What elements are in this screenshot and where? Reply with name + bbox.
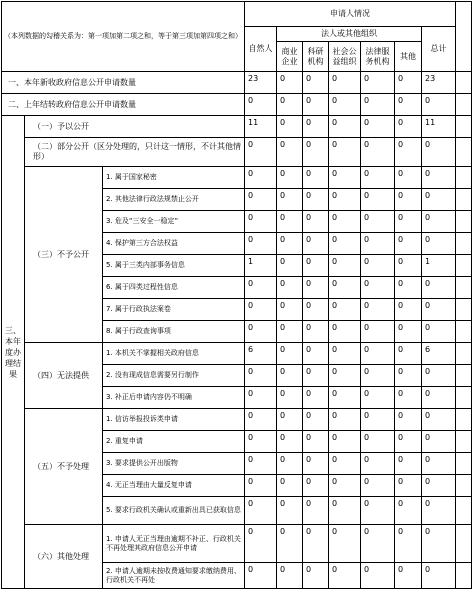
cell-total: 0	[422, 94, 456, 116]
row-label: 1. 申请人无正当理由逾期不补正、行政机关不再处理其政府信息公开申请	[103, 525, 245, 563]
applicant-header: 申请人情况	[245, 2, 456, 27]
cell-social: 0	[329, 189, 361, 211]
cell-law: 0	[361, 343, 395, 365]
row-label: 5. 要求行政机关确认或重新出具已获取信息	[103, 497, 245, 525]
cell-social: 0	[329, 343, 361, 365]
cell-commercial: 0	[277, 233, 303, 255]
row-label: 2. 申请人逾期未按收费通知要求缴纳费用、行政机关不再处	[103, 563, 245, 589]
cell-natural: 0	[245, 497, 277, 525]
cell-research: 0	[303, 453, 329, 475]
cell-law: 0	[361, 525, 395, 563]
cell-law: 0	[361, 497, 395, 525]
cell-social: 0	[329, 72, 361, 94]
row-label: 4. 无正当理由大量反复申请	[103, 475, 245, 497]
cell-total: 0	[422, 277, 456, 299]
cell-total: 0	[422, 299, 456, 321]
cell-social: 0	[329, 233, 361, 255]
cell-other: 0	[395, 211, 422, 233]
cell-total: 0	[422, 497, 456, 525]
cell-commercial: 0	[277, 387, 303, 409]
row-label: 4. 保护第三方合法权益	[103, 233, 245, 255]
cell-commercial: 0	[277, 72, 303, 94]
commercial-header: 商业企业	[277, 42, 303, 72]
cell-law: 0	[361, 387, 395, 409]
cell-natural: 11	[245, 116, 277, 138]
row-label: 二、上年结转政府信息公开申请数量	[2, 94, 245, 116]
cell-social: 0	[329, 321, 361, 343]
cell-natural: 1	[245, 255, 277, 277]
research-header: 科研机构	[303, 42, 329, 72]
cell-social: 0	[329, 409, 361, 431]
cell-law: 0	[361, 453, 395, 475]
cell-natural: 0	[245, 233, 277, 255]
cell-law: 0	[361, 138, 395, 167]
cell-other: 0	[395, 94, 422, 116]
cell-other: 0	[395, 233, 422, 255]
cell-social: 0	[329, 138, 361, 167]
cell-commercial: 0	[277, 497, 303, 525]
cell-other: 0	[395, 299, 422, 321]
cell-social: 0	[329, 277, 361, 299]
cell-natural: 0	[245, 453, 277, 475]
cell-research: 0	[303, 233, 329, 255]
cell-research: 0	[303, 255, 329, 277]
cell-law: 0	[361, 475, 395, 497]
table-row	[2, 94, 472, 116]
cell-law: 0	[361, 299, 395, 321]
cell-natural: 0	[245, 431, 277, 453]
cell-other: 0	[395, 321, 422, 343]
row-label: 5. 属于三类内部事务信息	[103, 255, 245, 277]
row-label: 1. 信访举报投诉类申请	[103, 409, 245, 431]
law-header: 法律服务机构	[361, 42, 395, 72]
cell-law: 0	[361, 321, 395, 343]
category-label: （五）不予处理	[25, 409, 103, 525]
cell-commercial: 0	[277, 321, 303, 343]
social-header: 社会公益组织	[329, 42, 361, 72]
cell-other: 0	[395, 525, 422, 563]
cell-natural: 6	[245, 343, 277, 365]
cell-social: 0	[329, 563, 361, 589]
cell-law: 0	[361, 94, 395, 116]
row-label: 2. 其他法律行政法规禁止公开	[103, 189, 245, 211]
cell-research: 0	[303, 277, 329, 299]
cell-other: 0	[395, 431, 422, 453]
cell-natural: 23	[245, 72, 277, 94]
cell-commercial: 0	[277, 211, 303, 233]
cell-research: 0	[303, 138, 329, 167]
cell-commercial: 0	[277, 255, 303, 277]
table-row	[2, 409, 472, 431]
cell-social: 0	[329, 453, 361, 475]
table-row	[2, 116, 472, 138]
cell-research: 0	[303, 563, 329, 589]
cell-social: 0	[329, 365, 361, 387]
row-label: 1. 本机关不掌握相关政府信息	[103, 343, 245, 365]
cell-other: 0	[395, 343, 422, 365]
category-label: （六）其他处理	[25, 525, 103, 589]
table-row	[2, 525, 472, 563]
cell-commercial: 0	[277, 475, 303, 497]
cell-natural: 0	[245, 525, 277, 563]
cell-total: 11	[422, 116, 456, 138]
cell-total: 0	[422, 189, 456, 211]
cell-natural: 0	[245, 211, 277, 233]
cell-research: 0	[303, 525, 329, 563]
cell-natural: 0	[245, 94, 277, 116]
cell-social: 0	[329, 116, 361, 138]
cell-commercial: 0	[277, 277, 303, 299]
cell-research: 0	[303, 116, 329, 138]
cell-law: 0	[361, 116, 395, 138]
cell-natural: 0	[245, 138, 277, 167]
cell-commercial: 0	[277, 94, 303, 116]
cell-natural: 0	[245, 189, 277, 211]
cell-natural: 0	[245, 321, 277, 343]
row-label: （一）予以公开	[25, 116, 245, 138]
cell-other: 0	[395, 475, 422, 497]
cell-law: 0	[361, 72, 395, 94]
cell-other: 0	[395, 409, 422, 431]
cell-total: 0	[422, 365, 456, 387]
cell-total: 0	[422, 475, 456, 497]
cell-commercial: 0	[277, 525, 303, 563]
row-label: 2. 没有现成信息需要另行制作	[103, 365, 245, 387]
cell-research: 0	[303, 497, 329, 525]
cell-total: 23	[422, 72, 456, 94]
cell-total: 0	[422, 431, 456, 453]
cell-natural: 0	[245, 387, 277, 409]
cell-other: 0	[395, 365, 422, 387]
cell-other: 0	[395, 72, 422, 94]
cell-commercial: 0	[277, 299, 303, 321]
cell-natural: 0	[245, 475, 277, 497]
cell-law: 0	[361, 255, 395, 277]
cell-total: 0	[422, 167, 456, 189]
cell-research: 0	[303, 343, 329, 365]
natural-person-header: 自然人	[245, 27, 277, 72]
row-label: 8. 属于行政查询事项	[103, 321, 245, 343]
cell-natural: 0	[245, 167, 277, 189]
row-label: 2. 重复申请	[103, 431, 245, 453]
cell-law: 0	[361, 211, 395, 233]
cell-other: 0	[395, 387, 422, 409]
cell-research: 0	[303, 189, 329, 211]
cell-research: 0	[303, 167, 329, 189]
cell-social: 0	[329, 387, 361, 409]
cell-social: 0	[329, 211, 361, 233]
cell-natural: 0	[245, 409, 277, 431]
cell-law: 0	[361, 189, 395, 211]
section-three-label: 三、本年度办理结果	[2, 116, 25, 589]
cell-total: 0	[422, 233, 456, 255]
cell-other: 0	[395, 189, 422, 211]
cell-law: 0	[361, 277, 395, 299]
cell-total: 0	[422, 525, 456, 563]
category-label: （三）不予公开	[25, 167, 103, 343]
cell-social: 0	[329, 475, 361, 497]
legal-entity-header: 法人或其他组织	[277, 27, 422, 42]
cell-research: 0	[303, 409, 329, 431]
cell-research: 0	[303, 431, 329, 453]
cell-commercial: 0	[277, 116, 303, 138]
cell-law: 0	[361, 365, 395, 387]
cell-research: 0	[303, 94, 329, 116]
row-label: 3. 危及“三安全一稳定”	[103, 211, 245, 233]
cell-research: 0	[303, 299, 329, 321]
table-row	[2, 343, 472, 365]
cell-other: 0	[395, 255, 422, 277]
cell-commercial: 0	[277, 138, 303, 167]
row-label: 7. 属于行政执法案卷	[103, 299, 245, 321]
table-row	[2, 138, 472, 167]
cell-other: 0	[395, 563, 422, 589]
cell-total: 0	[422, 138, 456, 167]
cell-social: 0	[329, 497, 361, 525]
cell-social: 0	[329, 431, 361, 453]
cell-social: 0	[329, 94, 361, 116]
cell-natural: 0	[245, 299, 277, 321]
cell-law: 0	[361, 167, 395, 189]
cell-total: 0	[422, 563, 456, 589]
cell-commercial: 0	[277, 453, 303, 475]
cell-research: 0	[303, 365, 329, 387]
row-label: 一、本年新收政府信息公开申请数量	[2, 72, 245, 94]
cell-commercial: 0	[277, 167, 303, 189]
cell-research: 0	[303, 475, 329, 497]
cell-total: 0	[422, 387, 456, 409]
cell-other: 0	[395, 453, 422, 475]
cell-other: 0	[395, 116, 422, 138]
row-label: 1. 属于国家秘密	[103, 167, 245, 189]
category-label: （四）无法提供	[25, 343, 103, 409]
cell-other: 0	[395, 167, 422, 189]
row-label: （二）部分公开（区分处理的，只计这一情形，不计其他情形）	[25, 138, 245, 167]
cell-law: 0	[361, 431, 395, 453]
cell-research: 0	[303, 387, 329, 409]
cell-research: 0	[303, 211, 329, 233]
cell-social: 0	[329, 299, 361, 321]
cell-research: 0	[303, 72, 329, 94]
cell-commercial: 0	[277, 409, 303, 431]
cell-other: 0	[395, 138, 422, 167]
cell-law: 0	[361, 409, 395, 431]
cell-natural: 0	[245, 563, 277, 589]
cell-other: 0	[395, 277, 422, 299]
cell-other: 0	[395, 497, 422, 525]
cell-total: 1	[422, 255, 456, 277]
cell-natural: 0	[245, 365, 277, 387]
cell-social: 0	[329, 167, 361, 189]
table-row	[2, 72, 472, 94]
cell-natural: 0	[245, 277, 277, 299]
cell-social: 0	[329, 255, 361, 277]
cell-total: 0	[422, 211, 456, 233]
cell-total: 0	[422, 453, 456, 475]
disclosure-table	[1, 1, 472, 589]
cell-social: 0	[329, 525, 361, 563]
cell-law: 0	[361, 233, 395, 255]
table-row	[2, 167, 472, 189]
total-header: 总计	[422, 27, 456, 72]
row-label: 6. 属于四类过程性信息	[103, 277, 245, 299]
cell-law: 0	[361, 563, 395, 589]
cell-research: 0	[303, 321, 329, 343]
cell-commercial: 0	[277, 563, 303, 589]
cell-total: 6	[422, 343, 456, 365]
cell-commercial: 0	[277, 431, 303, 453]
cell-commercial: 0	[277, 365, 303, 387]
cell-total: 0	[422, 409, 456, 431]
row-label: 3. 补正后申请内容仍不明确	[103, 387, 245, 409]
cell-commercial: 0	[277, 189, 303, 211]
other-header: 其他	[395, 42, 422, 72]
cell-total: 0	[422, 321, 456, 343]
row-label: 3. 要求提供公开出版物	[103, 453, 245, 475]
cell-commercial: 0	[277, 343, 303, 365]
relation-note: （本列数据的勾稽关系为：第一项加第二项之和，等于第三项加第四项之和）	[2, 2, 245, 72]
